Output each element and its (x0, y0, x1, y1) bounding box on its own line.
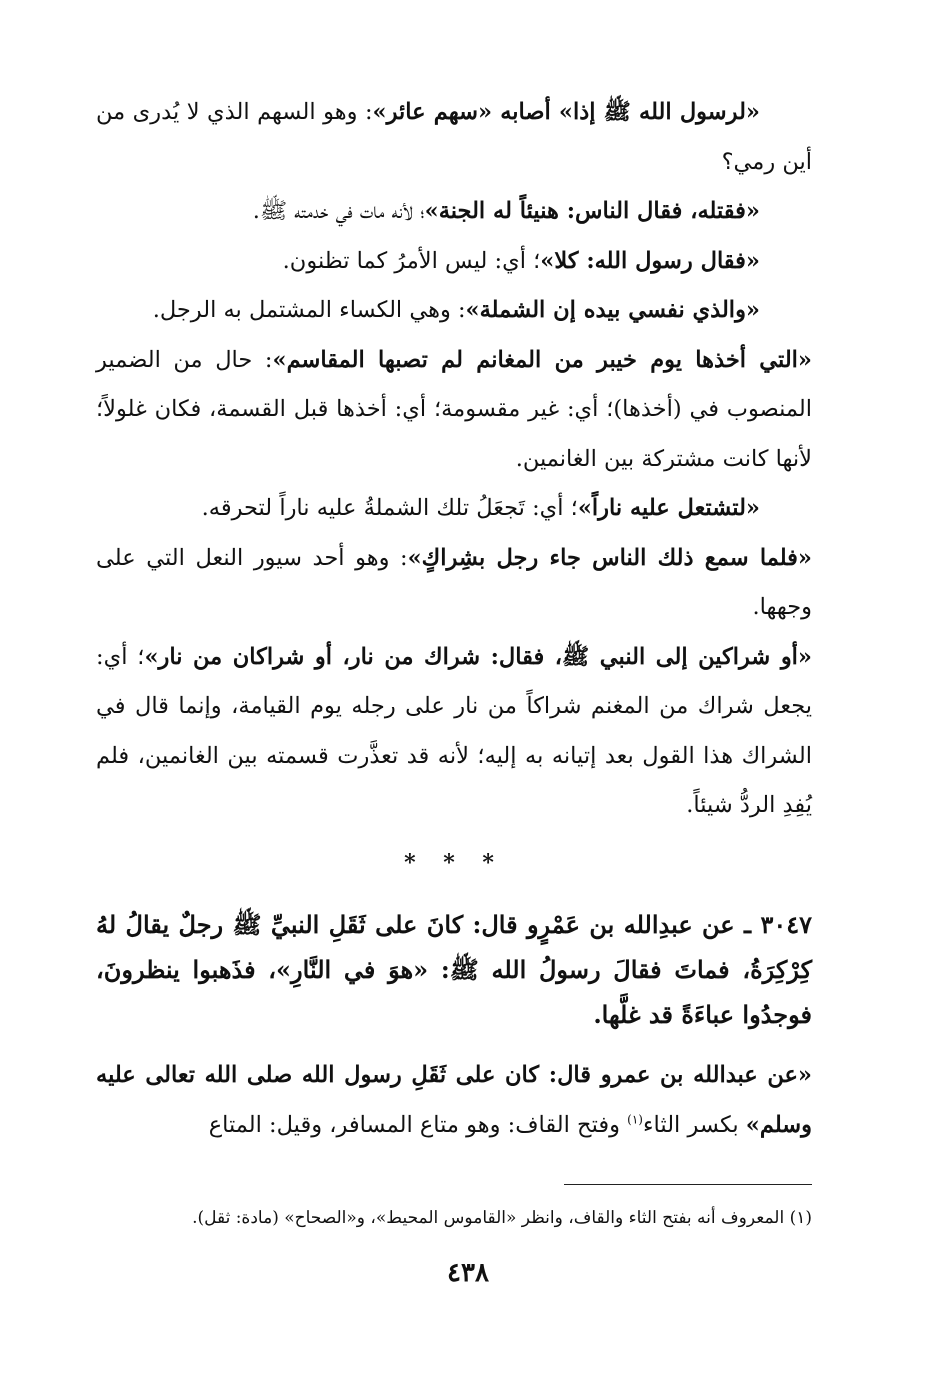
page-number: ٤٣٨ (447, 1258, 489, 1288)
paragraph-5 (96, 336, 812, 485)
quote-text: «فقتله، فقال الناس: هنيئاً له الجنة» (424, 198, 760, 224)
commentary-text: وفتح القاف: وهو متاع المسافر، وقيل: المتاع (208, 1111, 628, 1138)
footnote: (١) المعروف أنه بفتح الثاء والقاف، وانظر «القاموس المحيط»، و«الصحاح» (مادة: ثقل). (192, 1208, 812, 1228)
paragraph-8 (96, 633, 812, 831)
paragraph-1 (96, 88, 812, 187)
quote-text: «والذي نفسي بيده إن الشملة» (465, 297, 760, 323)
paragraph-9 (96, 1051, 812, 1150)
quote-text: «لتشتعل عليه ناراً» (577, 495, 760, 521)
commentary-text: ؛ لأنه مات في خدمته ﷺ. (252, 198, 425, 224)
commentary-text: : وهو أحد سيور النعل التي على وجهها. (96, 544, 812, 620)
paragraph-3 (96, 237, 812, 287)
footnote-reference[interactable]: (١) (627, 1112, 643, 1126)
paragraph-7 (96, 534, 812, 633)
commentary-text: ؛ أي: يجعل شراك من المغنم شراكاً من نار على رجله يوم القيامة، وإنما قال في الشراك هذا القول بعد إتيانه به إليه؛ لأنه قد تعذَّرت قسمته بين الغانمين، فلم يُفِدِ الردُّ شيئاً. (96, 643, 812, 818)
commentary-text: : وهو السهم الذي لا يُدرى من أين رمي؟ (96, 99, 812, 175)
paragraph-2 (96, 187, 812, 237)
commentary-text: : حال من الضمير المنصوب في (أخذها)؛ أي: غير مقسومة؛ أي: أخذها قبل القسمة، فكان غلولاً؛ لأنها كانت مشتركة بين الغانمين. (96, 346, 812, 472)
commentary-text: : وهي الكساء المشتمل به الرجل. (152, 297, 466, 323)
section-separator: * * * (404, 849, 504, 876)
quote-text: «فلما سمع ذلك الناس جاء رجل بشِراكٍ» (407, 544, 812, 571)
quote-text: «لرسول الله ﷺ إذا» أصابه «سهم عائر» (372, 99, 760, 125)
quote-text: «أو شراكين إلى النبي ﷺ، فقال: شراك من نار، أو شراكان من نار» (144, 643, 812, 670)
paragraph-4 (96, 286, 812, 336)
footnote-divider (564, 1184, 812, 1185)
paragraph-6 (96, 484, 812, 534)
quote-text: «عن عبدالله بن عمرو قال: كان على ثَقَلِ رسول الله صلى الله تعالى عليه وسلم» (96, 1062, 812, 1138)
commentary-text: ؛ أي: تَجعَلُ تلك الشملةُ عليه ناراً لتحرقه. (201, 495, 578, 521)
hadith-text: ٣٠٤٧ ـ عن عبدِالله بن عَمْرٍو قال: كانَ على ثَقَلِ النبيِّ ﷺ رجلٌ يقالُ لهُ كِرْكِرَةُ، فماتَ فقالَ رسولُ الله ﷺ: «هوَ في النَّارِ»، فذَهبوا ينظرونَ، فوجدُوا عباءَةً قد غلَّها. (96, 910, 812, 1029)
commentary-text: بكسر الثاء (642, 1111, 746, 1138)
quote-text: «التي أخذها يوم خيبر من المغانم لم تصبها المقاسم» (272, 346, 812, 373)
quote-text: «فقال رسول الله: كلا» (540, 247, 760, 274)
commentary-text: ؛ أي: ليس الأمرُ كما تظنون. (282, 247, 541, 274)
page-body (96, 88, 812, 1150)
